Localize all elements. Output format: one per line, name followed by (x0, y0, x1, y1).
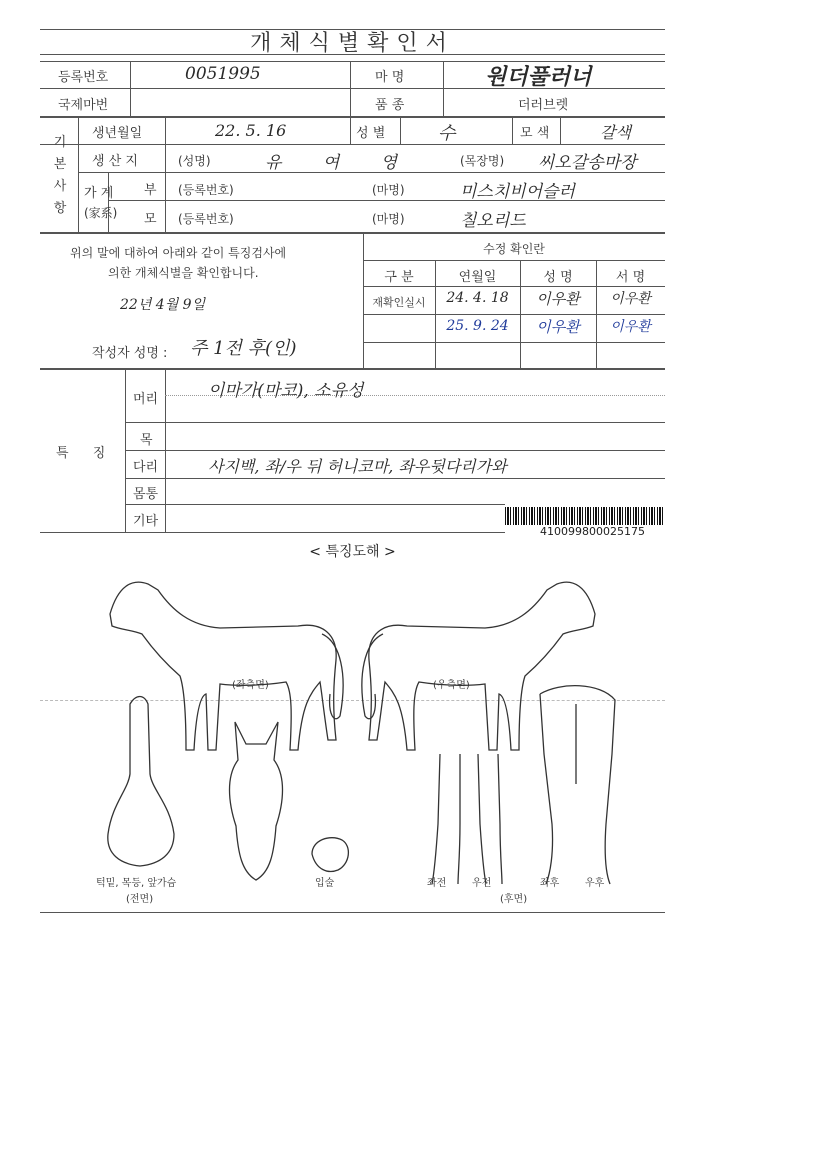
revision-header: 수정 확인란 (483, 242, 545, 256)
bottom-line (40, 912, 665, 913)
revision-row1-date: 24. 4. 18 (446, 290, 509, 306)
origin-label: 생 산 지 (92, 154, 138, 169)
sire-reg-label: (등록번호) (178, 183, 234, 197)
title-bottom-line (40, 54, 665, 55)
revision-row1-name: 이우환 (536, 290, 580, 308)
pedigree-label: 가 계 (84, 186, 114, 201)
horse-diagram (40, 554, 665, 904)
coat-value: 갈색 (600, 123, 631, 142)
divider (125, 422, 665, 423)
divider (560, 116, 561, 144)
name-label: 마 명 (375, 70, 405, 85)
sex-label: 성 별 (356, 126, 386, 141)
right-side-horse (362, 582, 595, 750)
identification-form (40, 24, 665, 914)
origin-name-label: (성명) (178, 154, 211, 168)
legs-value: 사지백, 좌/우 뒤 허니코마, 좌우뒷다리가와 (208, 457, 507, 476)
legs-label: 다리 (133, 460, 159, 475)
divider (350, 61, 351, 116)
revision-col-name: 성 명 (543, 270, 573, 285)
revision-row1-sign: 이우환 (610, 291, 651, 307)
revision-col-sign: 서 명 (615, 270, 646, 285)
name-value: 원더풀러너 (485, 64, 592, 90)
sex-value: 수 (438, 123, 456, 144)
origin-name-value: 유 여 영 (265, 153, 416, 173)
front-chest-view (108, 697, 174, 867)
coat-label: 모 색 (520, 126, 550, 141)
face-view (230, 722, 283, 880)
body-label: 몸통 (133, 487, 159, 502)
diagram-title: < 특징도해 > (309, 544, 396, 560)
divider (363, 286, 665, 287)
muzzle-caption: 입술 (315, 878, 335, 889)
divider (125, 504, 505, 505)
divider (165, 116, 166, 232)
rear-view-caption: (후면) (500, 894, 528, 905)
intl-no-label: 국제마번 (58, 98, 109, 113)
barcode (505, 507, 663, 525)
divider (350, 116, 351, 144)
divider (363, 314, 665, 315)
dam-reg-label: (등록번호) (178, 212, 234, 226)
divider (40, 144, 665, 145)
reg-no-value: 0051995 (185, 64, 261, 84)
divider (108, 172, 109, 232)
sire-name-value: 미스치비어슬러 (460, 182, 575, 202)
left-side-caption: (좌측면) (232, 680, 269, 691)
confirm-text-line2: 의한 개체식별을 확인합니다. (108, 266, 259, 280)
revision-row1-type: 재확인실시 (372, 296, 426, 309)
confirm-text-line1: 위의 말에 대하여 아래와 같이 특징검사에 (70, 246, 287, 260)
hind-left-caption: 좌후 (540, 878, 560, 889)
rear-view (540, 686, 615, 884)
head-value: 이마가(마코), 소유성 (208, 381, 364, 401)
revision-col-type: 구 분 (384, 270, 414, 285)
front-caption: 턱밑, 목등, 앞가슴 (96, 878, 177, 889)
divider (108, 200, 665, 201)
revision-row2-name: 이우환 (536, 318, 580, 336)
front-left-caption: 좌전 (427, 878, 447, 889)
other-label: 기타 (133, 514, 159, 529)
divider (125, 450, 665, 451)
signer-value: 주 1전 후(인) (190, 338, 297, 359)
divider (78, 116, 79, 232)
revision-row2-date: 25. 9. 24 (446, 318, 509, 334)
pedigree-sub: (家系) (84, 206, 118, 220)
basic-section-label: 기본사항 (53, 135, 67, 216)
sire-name-label: (마명) (372, 183, 405, 197)
divider (40, 368, 665, 370)
divider (40, 116, 665, 118)
divider (130, 61, 131, 116)
divider (40, 232, 665, 234)
dam-name-label: (마명) (372, 212, 405, 226)
confirm-date: 22년 4월 9일 (120, 297, 206, 313)
divider (400, 116, 401, 144)
divider (125, 478, 665, 479)
divider (443, 61, 444, 116)
title-top-line (40, 29, 665, 30)
hind-right-caption: 우후 (585, 878, 605, 889)
left-side-horse (110, 582, 343, 750)
features-section-label: 특 징 (56, 446, 116, 461)
divider (512, 116, 513, 144)
divider (363, 342, 665, 343)
signer-label: 작성자 성명 : (92, 346, 168, 361)
birth-value: 22. 5. 16 (215, 121, 287, 140)
farm-value: 씨오갈송마장 (538, 153, 637, 173)
dam-label: 모 (144, 212, 157, 227)
dam-name-value: 칠오리드 (460, 211, 526, 231)
birth-label: 생년월일 (92, 126, 143, 141)
divider (363, 260, 665, 261)
muzzle-view (312, 838, 348, 872)
head-label: 머리 (133, 392, 159, 407)
revision-col-date: 연월일 (458, 270, 497, 285)
breed-value: 더러브렛 (518, 98, 569, 113)
farm-label: (목장명) (460, 154, 505, 168)
barcode-number: 410099800025175 (540, 525, 645, 538)
front-right-caption: 우전 (472, 878, 492, 889)
sire-label: 부 (144, 183, 157, 198)
reg-no-label: 등록번호 (58, 70, 109, 85)
divider (40, 532, 505, 533)
right-side-caption: (우측면) (433, 680, 470, 691)
breed-label: 품 종 (375, 98, 405, 113)
form-title: 개체식별확인서 (250, 31, 455, 56)
front-legs-view (432, 754, 502, 884)
revision-row2-sign: 이우환 (610, 319, 651, 335)
neck-label: 목 (140, 433, 153, 448)
front-view-caption: (전면) (126, 894, 154, 905)
